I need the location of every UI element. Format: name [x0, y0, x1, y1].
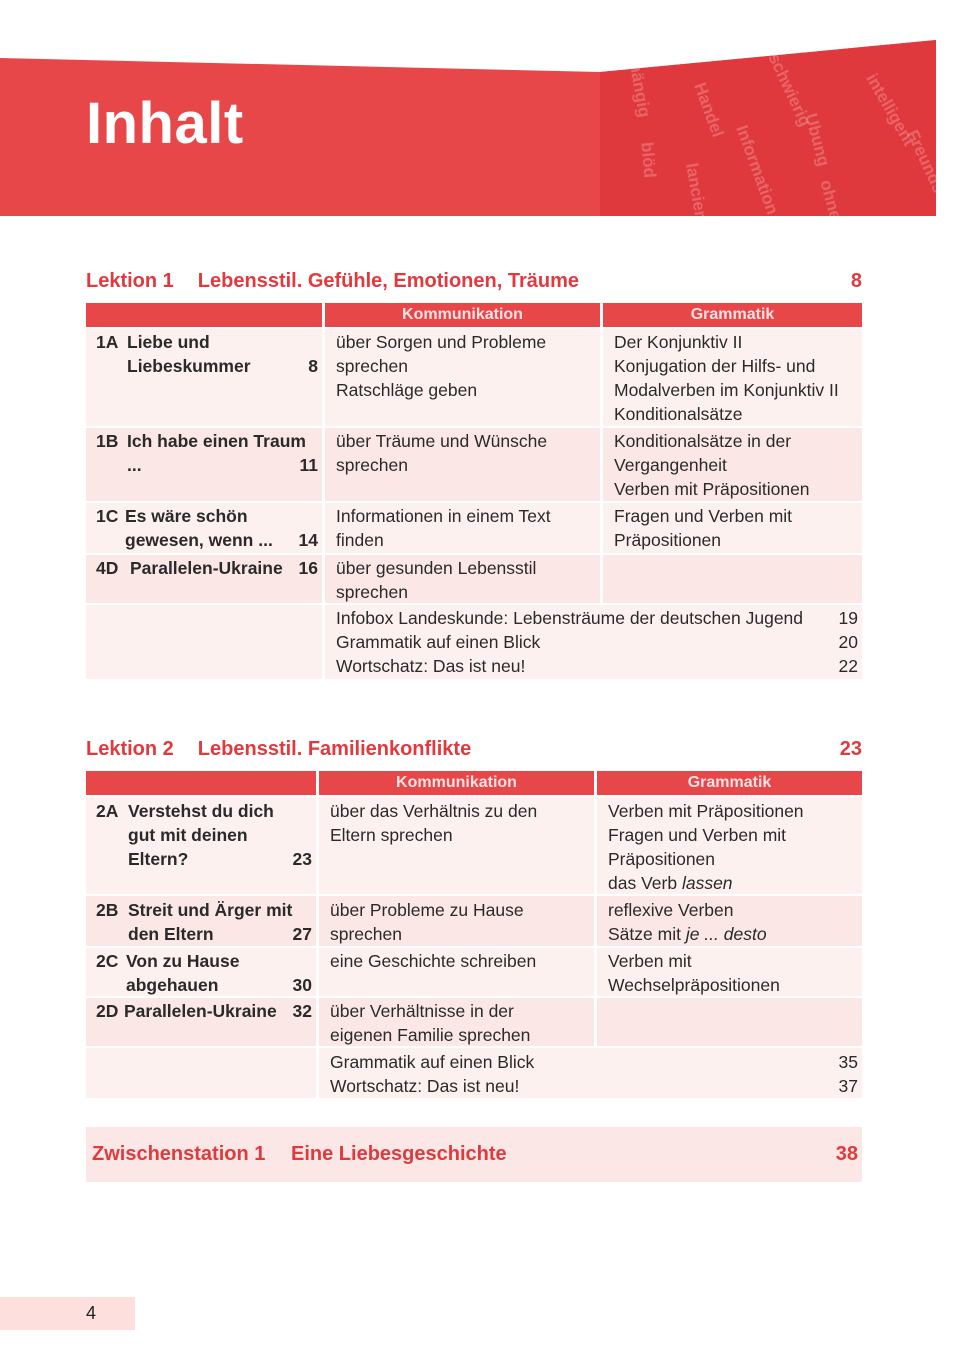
- grammatik-text: Verben mit Wechselpräpositionen: [608, 951, 780, 995]
- lektion-label: Lektion 2: [86, 738, 174, 760]
- extra-page: 19: [838, 608, 858, 628]
- kommunikation-cell: über Verhältnisse in der eigenen Familie sprechen: [330, 1001, 531, 1045]
- extra-page: 37: [838, 1076, 858, 1096]
- zwischenstation-label: Zwischenstation 1: [92, 1143, 266, 1165]
- unit-code: 1A: [96, 332, 119, 352]
- unit-code: 2C: [96, 951, 119, 971]
- grammatik-italic: je ... desto: [685, 924, 767, 944]
- unit-title: Liebe und Liebeskummer: [127, 332, 251, 376]
- grammatik-cell: [608, 898, 767, 946]
- kommunikation-cell: über das Verhältnis zu den Eltern sprechen: [330, 801, 538, 845]
- unit-title: Parallelen-Ukraine: [130, 558, 283, 578]
- unit-page: 27: [292, 924, 312, 944]
- extra-item: Infobox Landeskunde: Lebensträume der deutschen Jugend: [336, 608, 804, 628]
- deco-word: intelligent: [862, 70, 919, 150]
- lektion-label: Lektion 1: [86, 270, 174, 292]
- lektion-page: 23: [839, 738, 862, 760]
- col-kommunikation: Kommunikation: [319, 771, 594, 795]
- unit-title: Streit und Ärger mit den Eltern: [128, 900, 293, 944]
- zwischenstation-bar: [86, 1127, 862, 1182]
- extra-page: 22: [838, 656, 858, 676]
- extra-page: 20: [838, 632, 858, 652]
- deco-word: Ubung: [801, 111, 834, 169]
- kommunikation-cell: eine Geschichte schreiben: [330, 951, 537, 971]
- unit-page: 23: [292, 849, 312, 869]
- unit-title: Verstehst du dich gut mit deinen Eltern?: [128, 801, 274, 869]
- extra-item: Grammatik auf einen Blick: [330, 1052, 535, 1072]
- lektion-2-heading: [86, 738, 862, 761]
- unit-title: Es wäre schön gewesen, wenn ...: [125, 506, 273, 550]
- unit-title: Von zu Hause abgehauen: [126, 951, 240, 995]
- deco-word: ohne: [816, 177, 846, 222]
- table-header-blank: [86, 303, 322, 327]
- kommunikation-cell: über gesunden Lebensstil sprechen: [336, 558, 537, 602]
- unit-code: 2B: [96, 900, 119, 920]
- table-header-blank: [86, 771, 316, 795]
- unit-page: 8: [308, 356, 318, 376]
- unit-code: 1B: [96, 431, 119, 451]
- deco-word: Freundschaft: [902, 126, 966, 233]
- extra-page: 35: [838, 1052, 858, 1072]
- extra-item: Wortschatz: Das ist neu!: [330, 1076, 520, 1096]
- col-kommunikation: Kommunikation: [325, 303, 600, 327]
- deco-word: schwierig: [764, 50, 815, 130]
- grammatik-text: Verben mit Präpositionen Fragen und Verben mit Präpositionen das Verb: [608, 801, 804, 893]
- deco-word: Information: [732, 122, 783, 218]
- grammatik-text: reflexive Verben Sätze mit: [608, 900, 734, 944]
- deco-word: abhängig: [622, 41, 655, 119]
- page-title: Inhalt: [86, 91, 244, 156]
- unit-code: 2A: [96, 801, 119, 821]
- unit-page: 32: [292, 1001, 312, 1021]
- lektion-title: Lebensstil. Gefühle, Emotionen, Träume: [197, 270, 579, 292]
- kommunikation-cell: Informationen in einem Text finden: [336, 506, 551, 550]
- page-number: 4: [86, 1303, 97, 1323]
- grammatik-cell: Der Konjunktiv II Konjugation der Hilfs- und Modalverben im Konjunktiv II Konditionalsätze: [614, 332, 839, 424]
- extra-item: Grammatik auf einen Blick: [336, 632, 541, 652]
- page-number-box: [0, 1297, 135, 1330]
- deco-word: blöd: [637, 141, 660, 179]
- deco-word: lancieren: [681, 161, 714, 239]
- lektion-1-heading: [86, 270, 862, 293]
- zwischenstation-page: 38: [835, 1143, 858, 1165]
- banner-deco: [600, 40, 966, 239]
- unit-code: 1C: [96, 506, 119, 526]
- kommunikation-cell: über Träume und Wünsche sprechen: [336, 431, 548, 475]
- kommunikation-cell: über Probleme zu Hause sprechen: [330, 900, 524, 944]
- grammatik-cell: Konditionalsätze in der Vergangenheit Verben mit Präpositionen: [614, 431, 810, 499]
- deco-word: Handel: [690, 79, 728, 140]
- unit-code: 2D: [96, 1001, 119, 1021]
- unit-page: 16: [298, 558, 318, 578]
- unit-page: 14: [298, 530, 318, 550]
- extra-item: Wortschatz: Das ist neu!: [336, 656, 526, 676]
- grammatik-cell: [608, 949, 780, 997]
- lektion-title: Lebensstil. Familienkonflikte: [197, 738, 472, 760]
- kommunikation-cell: über Sorgen und Probleme sprechen Ratschläge geben: [336, 332, 547, 400]
- grammatik-italic: lassen: [681, 873, 733, 893]
- zwischenstation-title: Eine Liebesgeschichte: [291, 1143, 507, 1165]
- grammatik-cell: [608, 799, 804, 895]
- unit-page: 11: [299, 455, 318, 475]
- unit-title: Ich habe einen Traum ...: [127, 431, 306, 475]
- lektion-page: 8: [850, 270, 862, 292]
- grammatik-cell: Fragen und Verben mit Präpositionen: [614, 506, 793, 550]
- unit-page: 30: [292, 975, 312, 995]
- col-grammatik: Grammatik: [603, 303, 862, 327]
- unit-title: Parallelen-Ukraine: [124, 1001, 277, 1021]
- col-grammatik: Grammatik: [597, 771, 862, 795]
- unit-code: 4D: [96, 558, 119, 578]
